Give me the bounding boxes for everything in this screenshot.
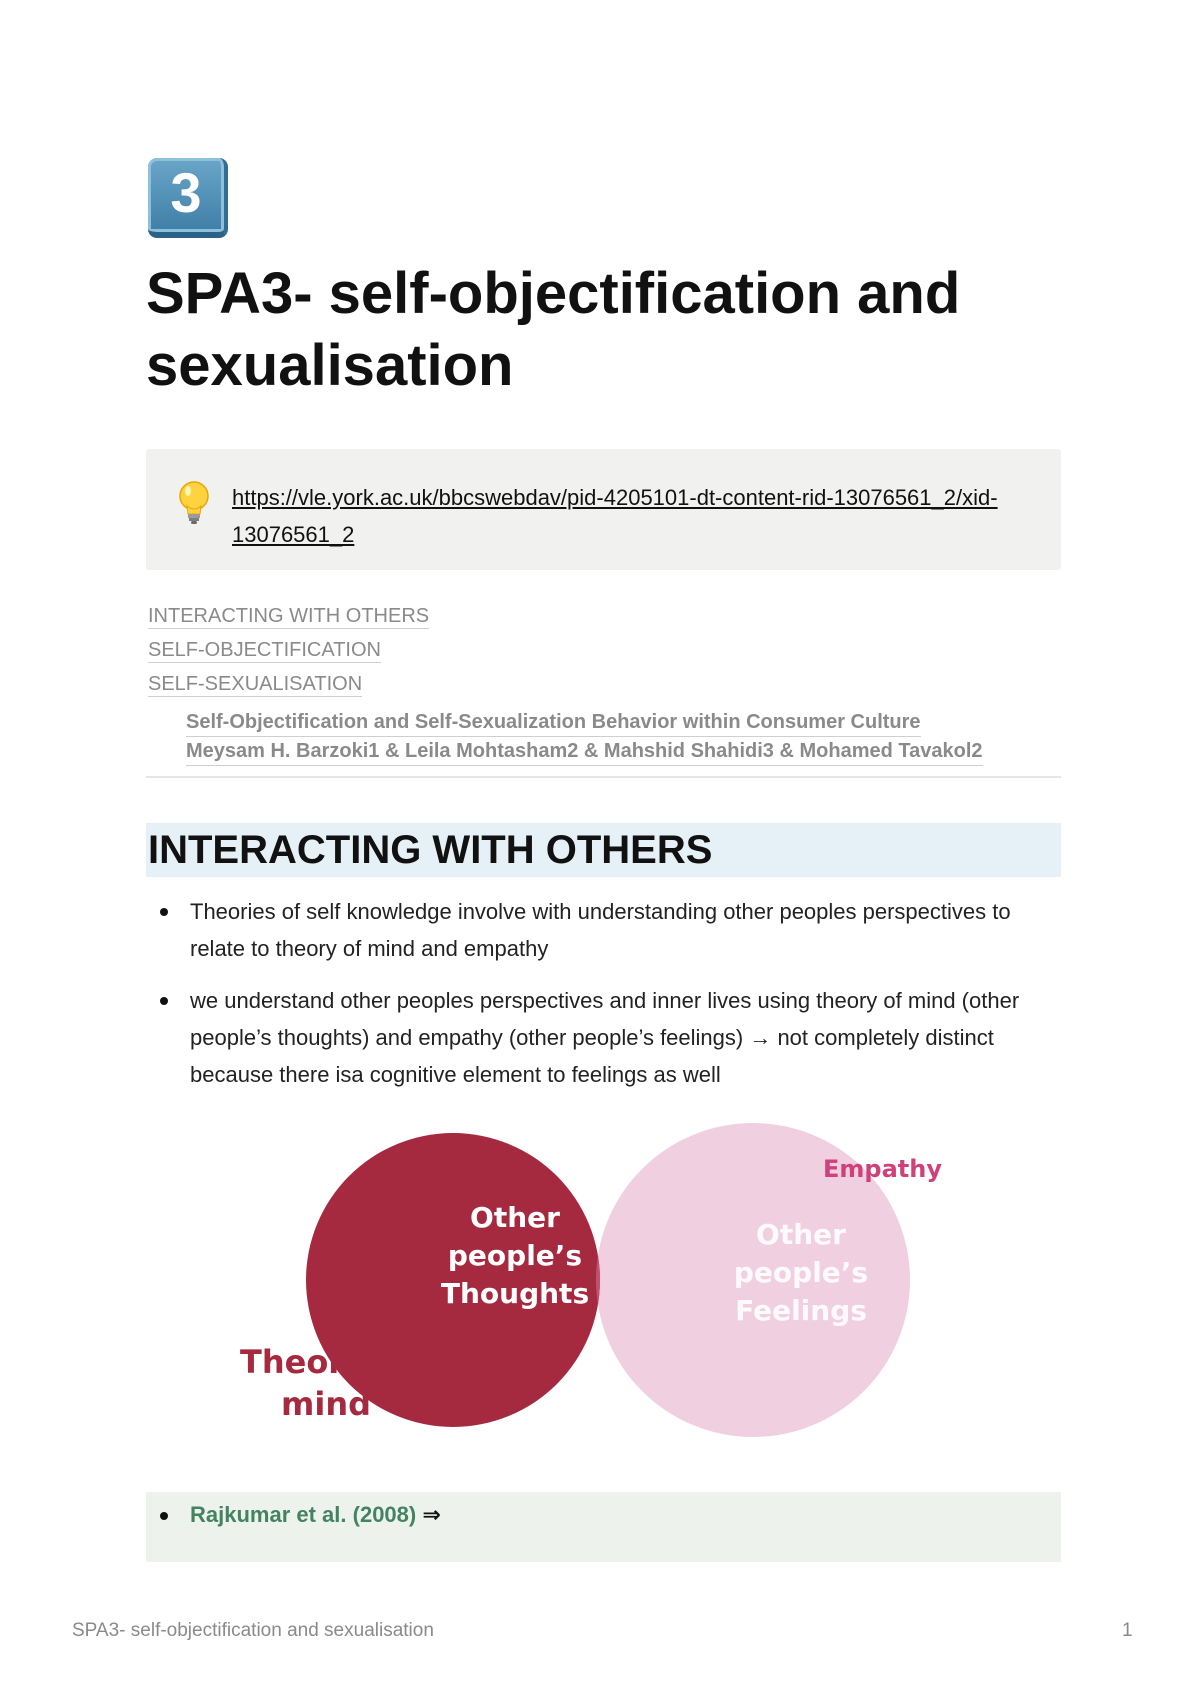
section-heading: INTERACTING WITH OTHERS <box>146 823 1061 877</box>
venn-caption-theory-of-mind-1: Theory of <box>240 1343 412 1381</box>
table-of-contents <box>148 604 1063 766</box>
venn-right-label-1: Other <box>756 1218 846 1251</box>
highlight-citation: Rajkumar et al. (2008) <box>190 1502 417 1527</box>
list-item-text: Theories of self knowledge involve with understanding other peoples perspectives to relate to theory of mind and empathy <box>190 899 1011 961</box>
bullet-list <box>146 893 1061 1108</box>
venn-left-label-3: Thoughts <box>440 1277 590 1310</box>
highlight-text <box>190 1496 441 1533</box>
venn-right-label-3: Feelings <box>735 1294 867 1327</box>
list-item <box>146 982 1061 1093</box>
bullet-dot-icon <box>160 997 168 1005</box>
list-item <box>146 893 1061 967</box>
toc-item-self-sexualisation[interactable]: SELF-SEXUALISATION <box>148 673 363 695</box>
bullet-dot-icon <box>160 1512 168 1520</box>
highlight-block <box>146 1492 1061 1562</box>
bullet-dot-icon <box>160 908 168 916</box>
footer-title: SPA3- self-objectification and sexualisation <box>72 1620 434 1641</box>
lightbulb-icon <box>174 479 214 527</box>
toc-sub-item-authors[interactable]: Meysam H. Barzoki1 & Leila Mohtasham2 & Mahshid Shahidi3 & Mohamed Tavakol2 <box>186 737 983 766</box>
toc-item-interacting-with-others[interactable]: INTERACTING WITH OTHERS <box>148 605 430 627</box>
venn-left-label-1: Other <box>470 1201 560 1234</box>
venn-caption-theory-of-mind-2: mind <box>281 1385 371 1423</box>
keycap-3-icon: 3 <box>148 158 228 238</box>
callout <box>146 449 1061 570</box>
venn-caption-empathy: Empathy <box>823 1155 942 1183</box>
toc-sub-item[interactable] <box>186 708 1063 766</box>
page-title: SPA3- self-objectification and sexualisation <box>146 261 961 398</box>
toc-item-self-objectification[interactable]: SELF-OBJECTIFICATION <box>148 639 381 661</box>
venn-diagram <box>230 1115 950 1445</box>
venn-right-label-2: people’s <box>733 1256 869 1289</box>
arrow-icon: ⇒ <box>422 1502 441 1527</box>
page-number: 1 <box>1122 1620 1133 1641</box>
divider <box>146 776 1061 778</box>
toc-sub-item-title[interactable]: Self-Objectification and Self-Sexualization Behavior within Consumer Culture <box>186 708 921 737</box>
callout-link[interactable]: https://vle.york.ac.uk/bbcswebdav/pid-4205101-dt-content-rid-13076561_2/xid-13076561_2 <box>232 485 998 547</box>
venn-left-label-2: people’s <box>447 1239 583 1272</box>
list-item-text: we understand other peoples perspectives and inner lives using theory of mind (other people’s thoughts) and empathy (other people’s feelings) → not completely distinct because there isa cognitive element to feelings as well <box>190 988 1020 1087</box>
